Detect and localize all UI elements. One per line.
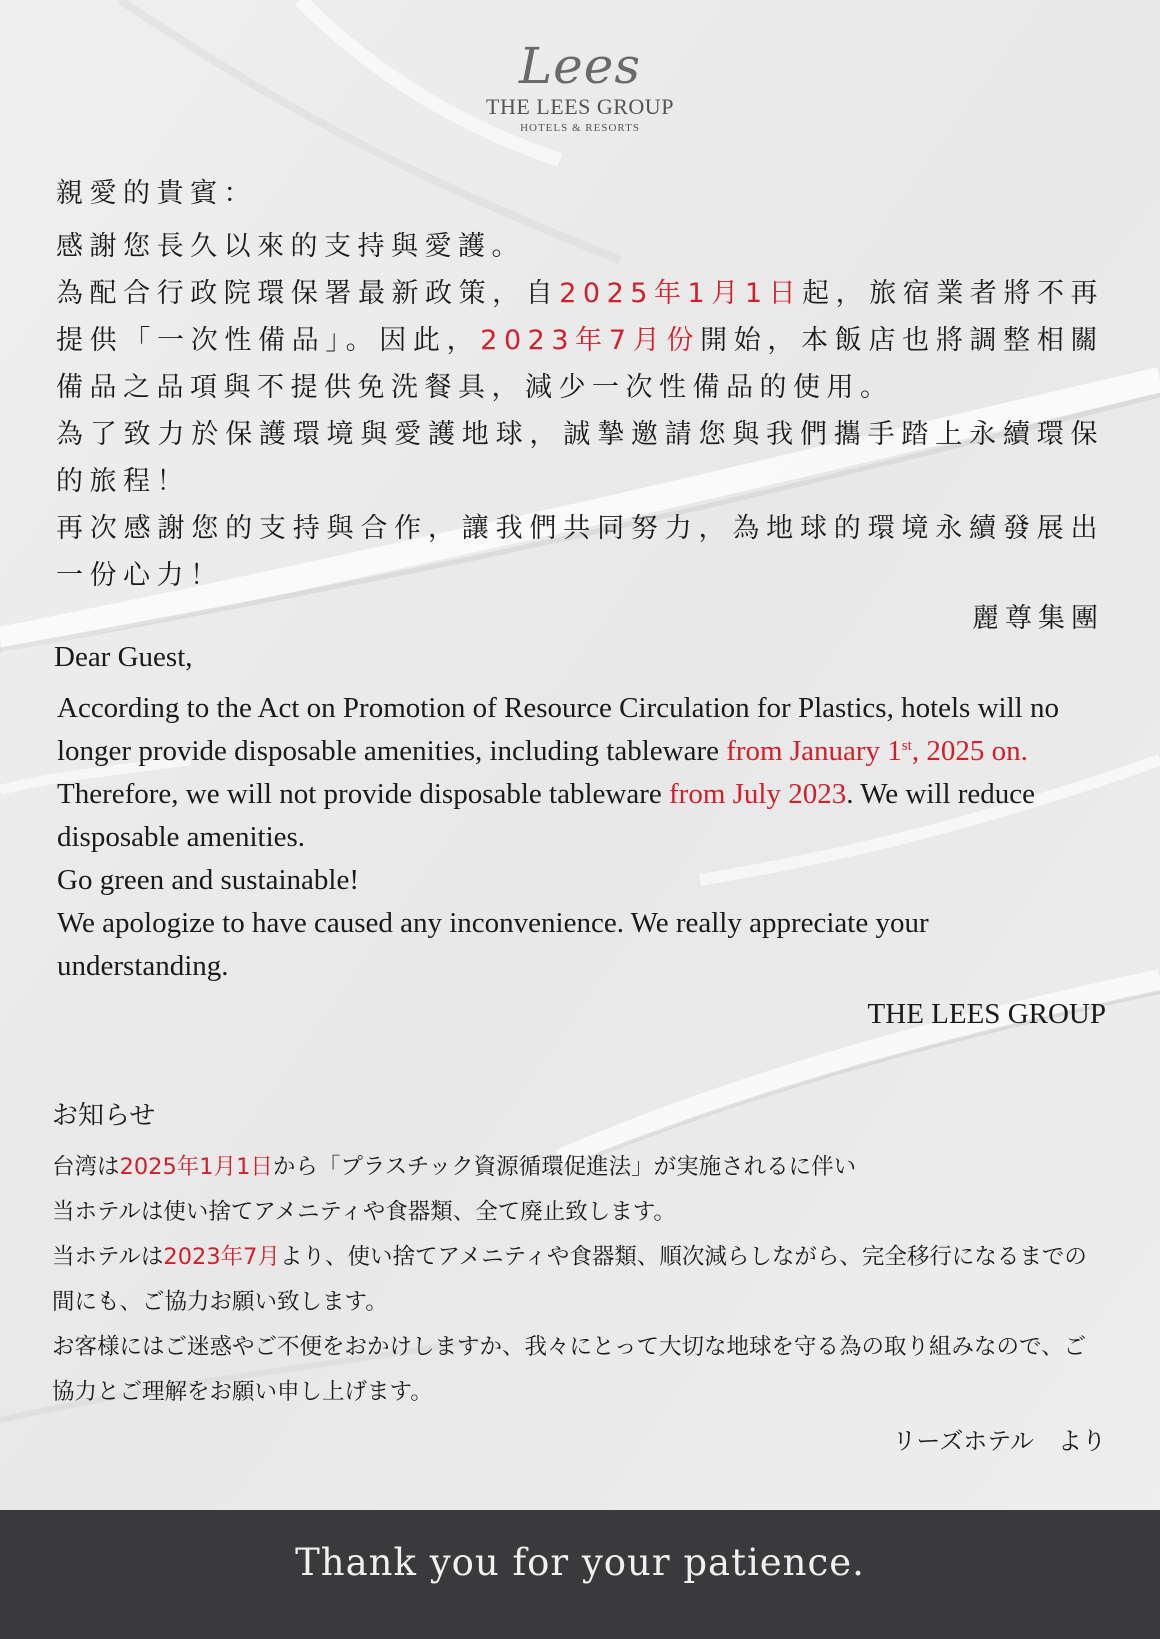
- chinese-signature: 麗尊集團: [972, 603, 1104, 634]
- english-signature: THE LEES GROUP: [867, 998, 1106, 1030]
- japanese-signature: リーズホテル より: [892, 1427, 1106, 1455]
- japanese-paragraph-apology: お客様にはご迷惑やご不便をおかけしますか、我々にとって大切な地球を守る為の取り組みなので、ご協力とご理解をお願い申し上げます。: [52, 1334, 1087, 1405]
- japanese-paragraph-abolish: 当ホテルは使い捨てアメニティや食器類、全て廃止致します。: [52, 1199, 676, 1225]
- english-act-date: [726, 735, 1028, 767]
- english-paragraph-tableware: [57, 773, 1106, 859]
- hotel-logo: [0, 38, 1160, 136]
- chinese-paragraph-policy: [56, 270, 1104, 411]
- english-tableware-date: from July 2023: [669, 778, 847, 810]
- english-notice: [54, 636, 1106, 1036]
- english-greeting: Dear Guest,: [54, 641, 193, 673]
- japanese-notice: [52, 1094, 1106, 1464]
- footer-text: Thank you for your patience.: [295, 1541, 865, 1584]
- english-body: [54, 687, 1106, 988]
- japanese-paragraph-reduce: [52, 1235, 1106, 1325]
- english-act-date-b: , 2025 on.: [911, 735, 1028, 767]
- chinese-paragraph-invite: 為了致力於保護環境與愛護地球，誠摯邀請您與我們攜手踏上永續環保的旅程！: [56, 419, 1104, 497]
- japanese-reduce-text-a: 当ホテルは: [52, 1244, 164, 1270]
- english-tableware-text-a: Therefore, we will not provide disposable tableware: [57, 778, 670, 810]
- chinese-policy-text-a: 為配合行政院環保署最新政策，自: [56, 278, 560, 309]
- japanese-law-date: 2025年1月1日: [119, 1154, 273, 1180]
- english-act-date-a: from January 1: [726, 735, 902, 767]
- english-tableware-text-b: . We will reduce disposable amenities.: [57, 778, 1036, 853]
- chinese-policy-month: 2023年7月份: [480, 325, 701, 356]
- japanese-law-text-b: から「プラスチック資源循環促進法」が実施されるに伴い: [272, 1154, 857, 1180]
- chinese-paragraph-thanks: 感謝您長久以來的支持與愛護。: [56, 231, 525, 262]
- english-paragraph-green: Go green and sustainable!: [57, 864, 359, 896]
- japanese-paragraph-law: [52, 1145, 1106, 1190]
- chinese-policy-text-c: 開始，本飯店也將調整相關備品之品項與不提供免洗餐具，減少一次性備品的使用。: [56, 325, 1105, 403]
- chinese-greeting: 親愛的貴賓：: [56, 178, 257, 209]
- footer-banner: [0, 1510, 1160, 1639]
- chinese-notice: [56, 170, 1104, 642]
- chinese-policy-date: 2025年1月1日: [559, 278, 803, 309]
- chinese-policy-text-b: 起，旅宿業者將不再提供「一次性備品」。因此，: [56, 278, 1105, 356]
- japanese-title: お知らせ: [52, 1101, 156, 1131]
- english-act-text: According to the Act on Promotion of Resource Circulation for Plastics, hotels will no longer provide disposable amenities, including tableware: [57, 692, 1059, 767]
- english-act-date-suffix: st: [901, 738, 912, 754]
- logo-name: THE LEES GROUP: [486, 94, 674, 119]
- english-paragraph-act: [57, 687, 1106, 773]
- logo-tagline: HOTELS & RESORTS: [520, 122, 640, 134]
- chinese-paragraph-closing: 再次感謝您的支持與合作，讓我們共同努力，為地球的環境永續發展出一份心力！: [56, 513, 1104, 591]
- japanese-reduce-date: 2023年7月: [163, 1244, 280, 1270]
- japanese-reduce-text-b: より、使い捨てアメニティや食器類、順次減らしながら、完全移行になるまでの間にも、ご協力お願い致します。: [52, 1244, 1087, 1315]
- english-paragraph-apology: We apologize to have caused any inconvenience. We really appreciate your understanding.: [57, 907, 929, 982]
- logo-script: Lees: [518, 37, 642, 95]
- japanese-law-text-a: 台湾は: [52, 1154, 120, 1180]
